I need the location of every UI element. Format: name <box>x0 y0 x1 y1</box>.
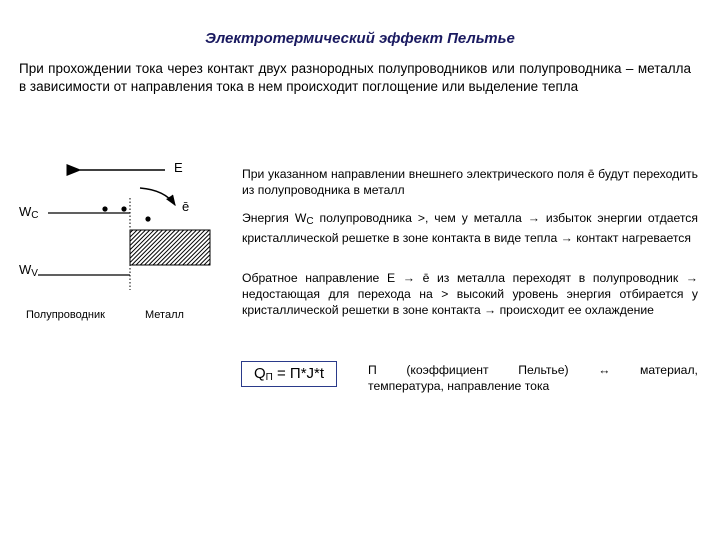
coef-word-2: (коэффициент <box>406 363 489 377</box>
formula-rest: = П*J*t <box>272 365 325 382</box>
wv-letter: W <box>19 262 32 277</box>
p2-subscript: C <box>306 216 314 227</box>
peltier-coefficient-note <box>368 362 698 394</box>
electron-dot <box>145 216 150 221</box>
wc-subscript: C <box>31 210 39 221</box>
conduction-band-label <box>19 204 39 221</box>
coef-word-1: П <box>368 363 377 377</box>
semiconductor-label: Полупроводник <box>26 309 105 321</box>
paragraph-cooling: Обратное направление E → ē из металла переходят в полупроводник → недостающая для перехода на > высокий уровень энергия отбирается у кристаллической решетки в зоне контакта → происходит ее охлаждение <box>242 271 698 317</box>
field-label: E <box>174 160 183 175</box>
valence-band-label <box>19 262 38 279</box>
coefficient-line-2: температура, направление тока <box>368 379 550 393</box>
metal-label: Металл <box>145 309 184 321</box>
electron-dot <box>102 206 107 211</box>
coef-word-3: Пельтье) <box>518 363 569 377</box>
electron-dot <box>121 206 126 211</box>
peltier-formula <box>241 361 337 387</box>
p2-post: полупроводника >, чем у металла → избыток энергии отдается кристаллической решетке в зоне контакта в виде тепла → контакт нагревается <box>242 211 698 245</box>
electron-transfer-arrow <box>140 188 175 205</box>
paragraph-electron-transfer: При указанном направлении внешнего электрического поля ē будут переходить из полупроводника в металл <box>242 167 698 197</box>
wv-subscript: V <box>31 268 38 279</box>
electron-label: ē <box>182 199 190 214</box>
metal-region <box>130 230 210 265</box>
energy-band-diagram <box>0 150 230 350</box>
formula-q-subscript: П <box>265 372 273 383</box>
intro-paragraph: При прохождении тока через контакт двух разнородных полупроводников или полупроводника – металла в зависимости от направления тока в нем происходит поглощение или выделение тепла <box>19 61 691 94</box>
formula-q: Q <box>253 365 266 382</box>
paragraph-heating <box>242 210 698 246</box>
wc-letter: W <box>19 204 32 219</box>
coef-arrow: ↔ <box>598 363 611 377</box>
p2-pre: Энергия W <box>242 211 307 225</box>
slide-title: Электротермический эффект Пельтье <box>205 30 515 47</box>
coefficient-line-1 <box>368 362 698 378</box>
coef-word-5: материал, <box>639 363 698 377</box>
